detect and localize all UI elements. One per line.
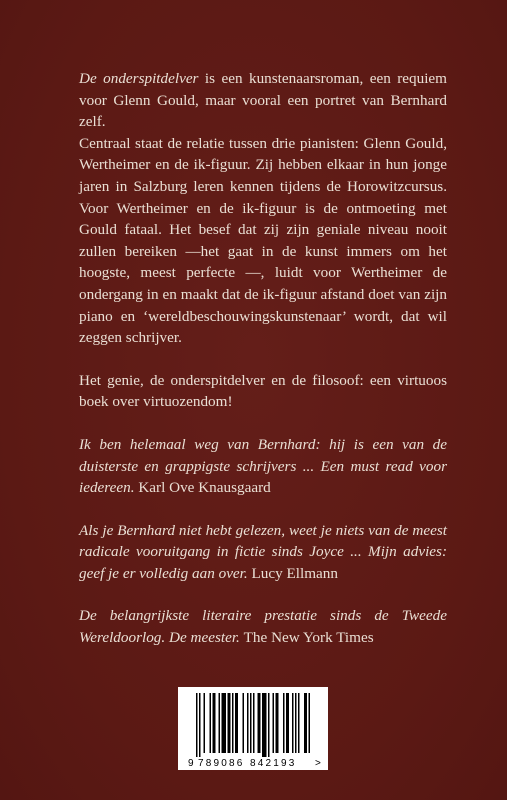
barcode-bar — [262, 693, 267, 757]
quote-source: Lucy Ellmann — [251, 564, 338, 582]
quote-text: Als je Bernhard niet hebt gelezen, weet je niets van de meest radicale vooruitgang in fictie sinds Joyce ... Mijn advies: geef je er volledig aan over. — [79, 521, 447, 582]
barcode-end-mark: > — [315, 758, 321, 769]
barcode-bar — [268, 693, 270, 757]
barcode-bar — [286, 693, 289, 753]
quote-text: Ik ben helemaal weg van Bernhard: hij is een van de duisterste en grappigste schrijvers ... Een must read voor iedereen. — [79, 435, 447, 497]
barcode-first-digit: 9 — [188, 758, 194, 769]
barcode-bar — [309, 693, 311, 753]
barcode-group2: 842193 — [250, 758, 297, 769]
barcode-bar — [222, 693, 227, 753]
barcode-bar — [204, 693, 206, 753]
barcode-bars — [196, 693, 310, 757]
barcode-bar — [219, 693, 221, 753]
barcode-bar — [298, 693, 300, 753]
barcode-bar — [253, 693, 255, 753]
quote-knausgaard — [79, 434, 447, 499]
barcode-bar — [304, 693, 307, 753]
quote-source: Karl Ove Knausgaard — [138, 479, 271, 497]
barcode-bar — [258, 693, 261, 753]
intro-rest: is een kunstenaarsroman, een requiem voor Glenn Gould, maar vooral een portret van Bernhard zelf. — [79, 70, 447, 131]
barcode-bar — [235, 693, 238, 753]
barcode-bar — [295, 693, 297, 753]
blurb-text — [79, 68, 447, 649]
barcode-bar — [243, 693, 245, 753]
barcode-bar — [228, 693, 231, 753]
barcode-bar — [247, 693, 249, 753]
barcode-bar — [250, 693, 252, 753]
description-paragraph: Centraal staat de relatie tussen drie pianisten: Glenn Gould, Wertheimer en de ik-figuur. Zij hebben elkaar in hun jonge jaren in Salzburg leren kennen tijdens de Horowitzcursus. Voor Wertheimer en de ik-figuur is de ontmoeting met Gould fataal. Het besef dat zij zijn geniale niveau nooit zullen bereiken —het gaat in de kunst immers om het hoogste, meest perfecte —, luidt voor Wertheimer de ondergang in en maakt dat de ik-figuur afstand doet van zijn piano en ‘wereldbeschouwingskunstenaar’ wordt, dat wil zeggen schrijver. — [79, 134, 447, 347]
barcode-bar — [273, 693, 275, 753]
intro-paragraph — [79, 68, 447, 133]
book-title: De onderspitdelver — [79, 70, 199, 87]
barcode-bar — [199, 693, 201, 757]
quote-nyt — [79, 605, 447, 648]
quote-ellmann — [79, 520, 447, 585]
tagline-paragraph: Het genie, de onderspitdelver en de filosoof: een virtuoos boek over virtuozendom! — [79, 371, 447, 411]
barcode-bar — [276, 693, 279, 753]
barcode-group1: 789086 — [198, 758, 245, 769]
barcode-bar — [196, 693, 198, 757]
quote-text: De belangrijkste literaire prestatie sinds de Tweede Wereldoorlog. De meester. — [79, 607, 447, 647]
barcode-bar — [292, 693, 294, 753]
barcode-graphic — [178, 687, 328, 770]
isbn-barcode — [178, 687, 328, 770]
barcode-bar — [232, 693, 234, 753]
barcode-bar — [210, 693, 212, 753]
barcode-bar — [213, 693, 216, 753]
quote-source: The New York Times — [243, 629, 374, 647]
barcode-bar — [283, 693, 285, 753]
